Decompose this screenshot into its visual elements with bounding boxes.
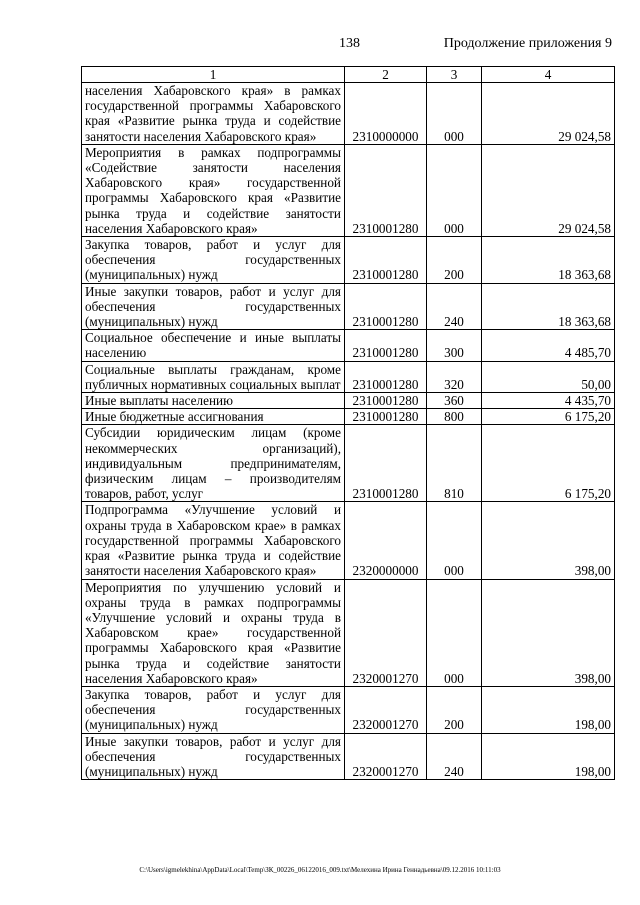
row-sum: 4 435,70: [482, 393, 615, 409]
row-target-code: 2310001280: [345, 330, 427, 361]
table-row: [82, 502, 615, 579]
row-expense-type: 000: [427, 502, 482, 579]
table-row: [82, 283, 615, 330]
table-row: [82, 425, 615, 502]
row-name: Иные закупки товаров, работ и услуг для обеспечения государственных (муниципальных) нужд: [82, 733, 345, 780]
row-name: Закупка товаров, работ и услуг для обеспечения государственных (муниципальных) нужд: [82, 237, 345, 284]
row-name: Иные закупки товаров, работ и услуг для обеспечения государственных (муниципальных) нужд: [82, 283, 345, 330]
row-expense-type: 200: [427, 237, 482, 284]
row-name: населения Хабаровского края» в рамках государственной программы Хабаровского края «Развитие рынка труда и содействие занятости населения Хабаровского края»: [82, 83, 345, 145]
appendix-continuation-label: Продолжение приложения 9: [443, 36, 612, 51]
row-target-code: 2320001270: [345, 686, 427, 733]
row-sum: 29 024,58: [482, 144, 615, 236]
table-row: [82, 144, 615, 236]
table-row: [82, 733, 615, 780]
row-target-code: 2310001280: [345, 425, 427, 502]
row-sum: 18 363,68: [482, 237, 615, 284]
row-expense-type: 320: [427, 361, 482, 392]
row-target-code: 2310001280: [345, 409, 427, 425]
row-sum: 6 175,20: [482, 425, 615, 502]
row-expense-type: 200: [427, 686, 482, 733]
row-name: Подпрограмма «Улучшение условий и охраны труда в Хабаровском крае» в рамках государственной программы Хабаровского края «Развитие рынка труда и содействие занятости населения Хабаровского края»: [82, 502, 345, 579]
row-expense-type: 800: [427, 409, 482, 425]
budget-table: [81, 66, 615, 780]
row-sum: 6 175,20: [482, 409, 615, 425]
row-expense-type: 000: [427, 144, 482, 236]
page-header: [0, 36, 640, 56]
row-expense-type: 300: [427, 330, 482, 361]
page-number: 138: [339, 36, 360, 51]
row-name: Социальные выплаты гражданам, кроме публичных нормативных социальных выплат: [82, 361, 345, 392]
column-number: 4: [482, 67, 615, 83]
table-row: [82, 361, 615, 392]
row-target-code: 2310001280: [345, 361, 427, 392]
row-name: Социальное обеспечение и иные выплаты населению: [82, 330, 345, 361]
row-sum: 398,00: [482, 579, 615, 686]
row-target-code: 2320001270: [345, 579, 427, 686]
row-target-code: 2310001280: [345, 283, 427, 330]
row-target-code: 2310001280: [345, 237, 427, 284]
row-sum: 398,00: [482, 502, 615, 579]
row-target-code: 2320000000: [345, 502, 427, 579]
row-name: Иные бюджетные ассигнования: [82, 409, 345, 425]
row-expense-type: 000: [427, 579, 482, 686]
row-expense-type: 240: [427, 733, 482, 780]
row-sum: 198,00: [482, 686, 615, 733]
row-sum: 4 485,70: [482, 330, 615, 361]
row-expense-type: 360: [427, 393, 482, 409]
row-expense-type: 240: [427, 283, 482, 330]
column-number: 2: [345, 67, 427, 83]
row-target-code: 2310001280: [345, 393, 427, 409]
table-row: [82, 393, 615, 409]
row-name: Субсидии юридическим лицам (кроме некоммерческих организаций), индивидуальным предпринимателям, физическим лицам – производителям товаров, работ, услуг: [82, 425, 345, 502]
row-target-code: 2320001270: [345, 733, 427, 780]
table-row: [82, 409, 615, 425]
row-target-code: 2310000000: [345, 83, 427, 145]
row-sum: 18 363,68: [482, 283, 615, 330]
row-sum: 29 024,58: [482, 83, 615, 145]
table-row: [82, 83, 615, 145]
table-row: [82, 330, 615, 361]
row-expense-type: 810: [427, 425, 482, 502]
row-sum: 50,00: [482, 361, 615, 392]
row-name: Иные выплаты населению: [82, 393, 345, 409]
column-number: 3: [427, 67, 482, 83]
table-row: [82, 237, 615, 284]
column-number-row: [82, 67, 615, 83]
row-sum: 198,00: [482, 733, 615, 780]
column-number: 1: [82, 67, 345, 83]
row-name: Закупка товаров, работ и услуг для обеспечения государственных (муниципальных) нужд: [82, 686, 345, 733]
row-name: Мероприятия в рамках подпрограммы «Содействие занятости населения Хабаровского края» государственной программы Хабаровского края «Развитие рынка труда и содействие занятости населения Хабаровского края»: [82, 144, 345, 236]
document-footer-path: C:\Users\igmelekhina\AppData\Local\Temp\ЗК_00226_06122016_009.txt\Мелехина Ирина Геннадьевна\09.12.2016 10:11:03: [139, 866, 501, 874]
table-row: [82, 686, 615, 733]
table-row: [82, 579, 615, 686]
row-target-code: 2310001280: [345, 144, 427, 236]
row-name: Мероприятия по улучшению условий и охраны труда в рамках подпрограммы «Улучшение условий и охраны труда в Хабаровском крае» государственной программы Хабаровского края «Развитие рынка труда и содействие занятости населения Хабаровского края»: [82, 579, 345, 686]
row-expense-type: 000: [427, 83, 482, 145]
